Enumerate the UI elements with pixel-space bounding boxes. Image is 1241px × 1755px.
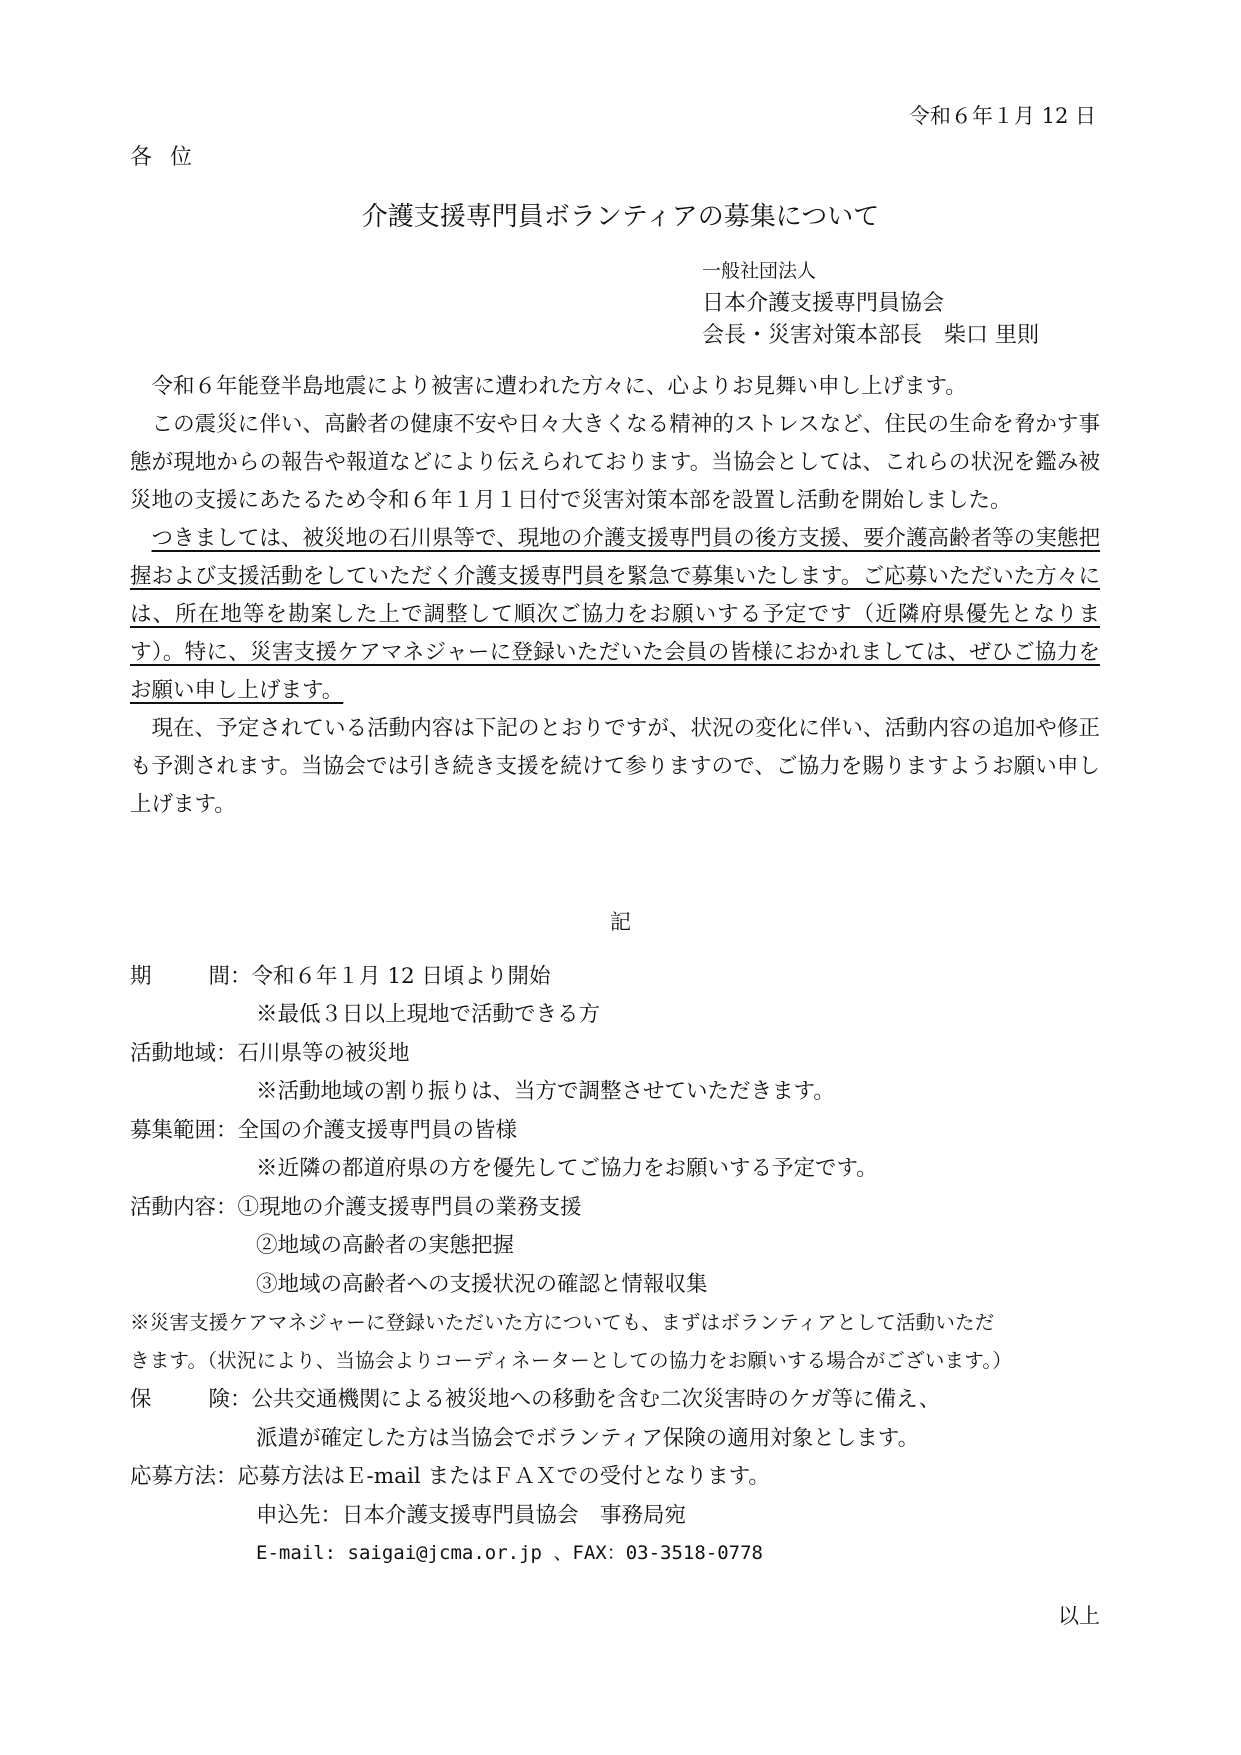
content-item-3: ③地域の高齢者への支援状況の確認と情報収集 (256, 1271, 708, 1297)
addressee: 各位 (130, 145, 211, 170)
sender-person: 会長・災害対策本部長 柴口 里則 (702, 323, 1039, 348)
range-row (130, 1109, 1115, 1148)
insurance-row (130, 1379, 1115, 1418)
caremanager-note-line-1: ※災害支援ケアマネジャーに登録いただいた方についても、まずはボランティアとして活動いただ (130, 1310, 995, 1334)
ki-heading: 記 (610, 910, 631, 934)
apply-contact: E-mail: saigai@jcma.or.jp 、FAX：03-3518-0778 (256, 1542, 763, 1565)
closing-mark: 以上 (1058, 1604, 1100, 1628)
range-value: 全国の介護支援専門員の皆様 (237, 1117, 518, 1143)
area-row (130, 1032, 1115, 1071)
range-label: 募集範囲： (130, 1117, 238, 1143)
details-list (130, 955, 1115, 1571)
area-label: 活動地域： (130, 1040, 238, 1066)
body-paragraph-3-underlined: つきましては、被災地の石川県等で、現地の介護支援専門員の後方支援、要介護高齢者等の実態把握および支援活動をしていただく介護支援専門員を緊急で募集いたします。ご応募いただいた方々には、所在地等を勘案した上で調整して順次ご協力をお願いする予定です（近隣府県優先となります）。特に、災害支援ケアマネジャーに登録いただいた会員の皆様におかれましては、ぜひご協力をお願い申し上げます。 (130, 526, 1100, 703)
body-paragraph-2: この震災に伴い、高齢者の健康不安や日々大きくなる精神的ストレスなど、住民の生命を脅かす事態が現地からの報告や報道などにより伝えられております。当協会としては、これらの状況を鑑み被災地の支援にあたるため令和６年１月１日付で災害対策本部を設置し活動を開始しました。 (130, 412, 1100, 513)
sender-org-name: 日本介護支援専門員協会 (702, 291, 945, 316)
content-item-2: ②地域の高齢者の実態把握 (256, 1233, 515, 1259)
document-title: 介護支援専門員ボランティアの募集について (361, 202, 880, 232)
insurance-label: 保 険 (130, 1387, 230, 1413)
area-value: 石川県等の被災地 (237, 1040, 410, 1066)
insurance-value-1: ：公共交通機関による被災地への移動を含む二次災害時のケガ等に備え、 (230, 1387, 941, 1413)
body-paragraph-4: 現在、予定されている活動内容は下記のとおりですが、状況の変化に伴い、活動内容の追加や修正も予測されます。当協会では引き続き支援を続けて参りますので、ご協力を賜りますようお願い申し上げます。 (130, 716, 1100, 817)
period-row (130, 955, 1115, 994)
caremanager-note-line-2: きます。（状況により、当協会よりコーディネーターとしての協力をお願いする場合がございます。） (130, 1349, 1013, 1373)
period-label: 期 間 (130, 963, 230, 989)
apply-label: 応募方法： (130, 1464, 238, 1490)
document-date: 令和６年１月 12 日 (908, 104, 1096, 128)
body-paragraph-1: 令和６年能登半島地震により被害に遭われた方々に、心よりお見舞い申し上げます。 (151, 374, 967, 399)
period-note: ※最低３日以上現地で活動できる方 (256, 1002, 601, 1028)
apply-to: 申込先：日本介護支援専門員協会 事務局宛 (256, 1502, 687, 1528)
insurance-value-2: 派遣が確定した方は当協会でボランティア保険の適用対象とします。 (256, 1425, 920, 1451)
period-value: ：令和６年１月 12 日頃より開始 (230, 963, 551, 989)
body-text (130, 368, 1100, 824)
content-item-1: ①現地の介護支援専門員の業務支援 (237, 1194, 582, 1220)
content-label: 活動内容： (130, 1194, 238, 1220)
apply-value: 応募方法はＥ-mail またはＦＡＸでの受付となります。 (237, 1464, 770, 1490)
apply-row (130, 1456, 1115, 1495)
sender-org-type: 一般社団法人 (702, 260, 817, 282)
area-note: ※活動地域の割り振りは、当方で調整させていただきます。 (256, 1079, 835, 1105)
range-note: ※近隣の都道府県の方を優先してご協力をお願いする予定です。 (256, 1156, 878, 1182)
content-row (130, 1186, 1115, 1225)
